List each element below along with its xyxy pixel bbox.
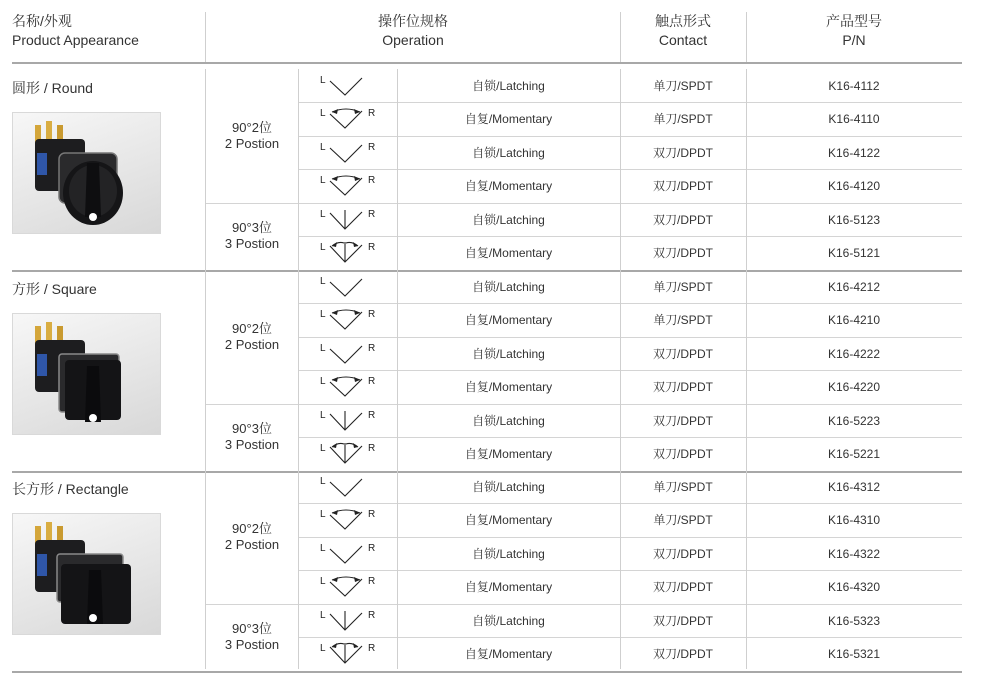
operation-type: 自复/Momentary (464, 580, 553, 595)
momentary-switch-icon (318, 507, 380, 535)
glyph-label-right: R (368, 443, 376, 455)
glyph-label-left: L (320, 75, 326, 86)
operation-type: 自复/Momentary (464, 112, 553, 127)
glyph-label-right: R (368, 409, 376, 421)
operation-type: 自锁/Latching (472, 212, 545, 227)
contact-type: 双刀/DPDT (652, 212, 713, 227)
operation-type: 自锁/Latching (472, 79, 545, 93)
position-angle: 90°3位 (232, 421, 272, 437)
contact-type: 双刀/DPDT (652, 447, 713, 462)
latching-switch-icon (318, 73, 380, 101)
glyph-label-right: R (368, 242, 376, 254)
position-spec (206, 421, 298, 453)
glyph-label-left: L (320, 141, 326, 153)
position-count: 3 Postion (224, 437, 280, 453)
latching-switch-icon (318, 608, 380, 636)
latching-switch-icon (318, 274, 380, 302)
header-contact-en: Contact (658, 32, 708, 48)
position-spec (206, 521, 298, 553)
contact-type: 双刀/DPDT (652, 546, 713, 561)
position-angle: 90°3位 (232, 220, 272, 236)
header-appearance-en: Product Appearance (12, 32, 139, 48)
glyph-label-right: R (368, 643, 376, 655)
position-angle: 90°2位 (232, 520, 272, 536)
header-contact (620, 12, 746, 62)
glyph-label-right: R (368, 175, 376, 187)
operation-type: 自锁/Latching (472, 346, 545, 361)
operation-type: 自锁/Latching (472, 145, 545, 160)
part-number: K16-4212 (827, 280, 881, 294)
header-operation-en: Operation (382, 32, 444, 48)
contact-type: 双刀/DPDT (652, 380, 713, 395)
glyph-label-left: L (320, 309, 326, 321)
position-count: 2 Postion (224, 135, 280, 151)
contact-type: 单刀/SPDT (653, 280, 713, 294)
position-count: 2 Postion (224, 336, 280, 352)
glyph-label-right: R (368, 576, 376, 588)
momentary-switch-icon (318, 240, 380, 268)
glyph-label-right: R (368, 609, 376, 621)
header-operation-cn: 操作位规格 (378, 13, 448, 29)
momentary-switch-icon (318, 441, 380, 469)
contact-type: 双刀/DPDT (652, 179, 713, 194)
operation-type: 自锁/Latching (472, 613, 545, 628)
glyph-label-left: L (320, 509, 326, 521)
latching-switch-icon (318, 207, 380, 235)
position-spec (206, 120, 298, 152)
contact-type: 双刀/DPDT (652, 145, 713, 160)
contact-type: 双刀/DPDT (652, 246, 713, 261)
position-angle: 90°2位 (232, 320, 272, 336)
glyph-label-left: L (320, 443, 326, 455)
part-number: K16-4310 (827, 513, 881, 528)
part-number: K16-4322 (827, 546, 881, 561)
contact-type: 双刀/DPDT (652, 580, 713, 595)
glyph-label-left: L (320, 108, 326, 120)
product-photo (12, 313, 161, 435)
latching-switch-icon (318, 140, 380, 168)
momentary-switch-icon (318, 173, 380, 201)
part-number: K16-5323 (827, 613, 881, 628)
operation-type: 自锁/Latching (472, 546, 545, 561)
group-label: 长方形 / Rectangle (12, 481, 129, 497)
glyph-label-right: R (368, 309, 376, 321)
part-number: K16-5223 (827, 413, 881, 428)
operation-type: 自复/Momentary (464, 246, 553, 261)
glyph-label-left: L (320, 476, 326, 487)
part-number: K16-4320 (827, 580, 881, 595)
part-number: K16-4222 (827, 346, 881, 361)
latching-switch-icon (318, 408, 380, 436)
contact-type: 双刀/DPDT (652, 613, 713, 628)
part-number: K16-4110 (828, 112, 880, 127)
contact-type: 双刀/DPDT (652, 346, 713, 361)
product-photo (12, 513, 161, 635)
operation-type: 自复/Momentary (464, 447, 553, 462)
glyph-label-right: R (368, 542, 376, 554)
operation-type: 自复/Momentary (464, 647, 553, 662)
latching-switch-icon (318, 541, 380, 569)
header-pn (746, 12, 962, 62)
glyph-label-left: L (320, 542, 326, 554)
part-number: K16-5123 (827, 212, 881, 227)
momentary-switch-icon (318, 374, 380, 402)
part-number: K16-4122 (827, 145, 881, 160)
position-count: 3 Postion (224, 637, 280, 653)
glyph-label-left: L (320, 409, 326, 421)
contact-type: 单刀/SPDT (653, 112, 713, 127)
operation-type: 自复/Momentary (464, 380, 553, 395)
header-appearance-cn: 名称/外观 (12, 13, 72, 29)
header-rule (12, 62, 962, 64)
contact-type: 双刀/DPDT (652, 413, 713, 428)
momentary-switch-icon (318, 106, 380, 134)
part-number: K16-5321 (827, 647, 881, 662)
position-angle: 90°2位 (232, 119, 272, 135)
position-count: 2 Postion (224, 536, 280, 552)
part-number: K16-4210 (827, 313, 881, 328)
contact-type: 单刀/SPDT (653, 513, 713, 528)
glyph-label-right: R (368, 208, 376, 220)
header-operation (206, 12, 620, 62)
product-photo (12, 112, 161, 234)
glyph-label-left: L (320, 208, 326, 220)
operation-type: 自复/Momentary (464, 313, 553, 328)
momentary-switch-icon (318, 574, 380, 602)
operation-type: 自锁/Latching (472, 480, 545, 494)
latching-switch-icon (318, 341, 380, 369)
operation-type: 自锁/Latching (472, 280, 545, 294)
momentary-switch-icon (318, 307, 380, 335)
glyph-label-right: R (368, 509, 376, 521)
glyph-label-left: L (320, 342, 326, 354)
glyph-label-left: L (320, 376, 326, 388)
part-number: K16-5221 (827, 447, 881, 462)
glyph-label-right: R (368, 141, 376, 153)
glyph-label-left: L (320, 276, 326, 287)
header-pn-en: P/N (842, 32, 866, 48)
position-spec (206, 621, 298, 653)
momentary-switch-icon (318, 641, 380, 669)
glyph-label-left: L (320, 242, 326, 254)
operation-type: 自锁/Latching (472, 413, 545, 428)
part-number: K16-4112 (828, 79, 880, 93)
group-label: 圆形 / Round (12, 80, 93, 96)
glyph-label-left: L (320, 175, 326, 187)
position-count: 3 Postion (224, 236, 280, 252)
header-pn-cn: 产品型号 (826, 13, 882, 29)
position-spec (206, 321, 298, 353)
position-spec (206, 220, 298, 252)
operation-type: 自复/Momentary (464, 513, 553, 528)
contact-type: 单刀/SPDT (653, 79, 713, 93)
part-number: K16-4312 (827, 480, 881, 494)
position-angle: 90°3位 (232, 621, 272, 637)
contact-type: 双刀/DPDT (652, 647, 713, 662)
glyph-label-right: R (368, 342, 376, 354)
glyph-label-right: R (368, 376, 376, 388)
part-number: K16-4120 (827, 179, 881, 194)
header-contact-cn: 触点形式 (655, 13, 711, 29)
part-number: K16-4220 (827, 380, 881, 395)
latching-switch-icon (318, 474, 380, 502)
glyph-label-left: L (320, 643, 326, 655)
header-appearance (12, 12, 202, 62)
glyph-label-right: R (368, 108, 376, 120)
contact-type: 单刀/SPDT (653, 480, 713, 494)
glyph-label-left: L (320, 609, 326, 621)
contact-type: 单刀/SPDT (653, 313, 713, 328)
part-number: K16-5121 (827, 246, 881, 261)
operation-type: 自复/Momentary (464, 179, 553, 194)
glyph-label-left: L (320, 576, 326, 588)
group-label: 方形 / Square (12, 281, 97, 297)
